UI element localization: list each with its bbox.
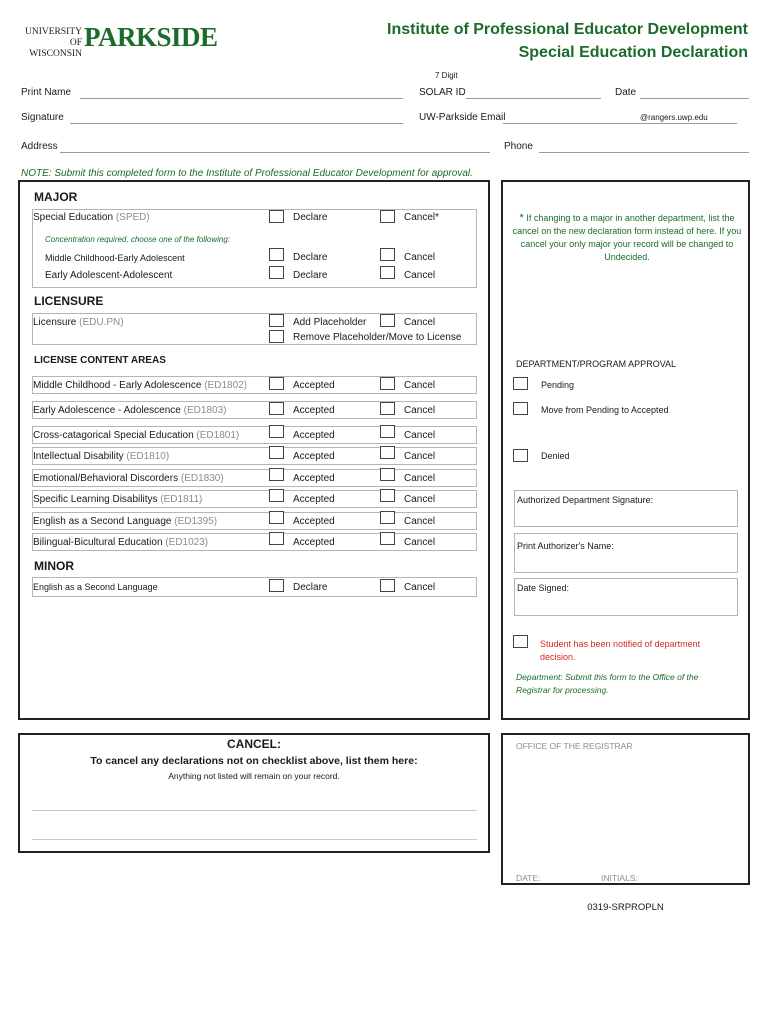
licensure-code: (EDU.PN) xyxy=(79,317,124,328)
authorized-signature-label: Authorized Department Signature: xyxy=(517,495,654,505)
licensure-remove-checkbox[interactable] xyxy=(269,330,284,343)
concentration-label: Early Adolescent-Adolescent xyxy=(45,270,173,281)
content-area-accept-checkbox[interactable] xyxy=(269,468,284,481)
date-signed-label: Date Signed: xyxy=(517,583,570,593)
date-signed-field[interactable] xyxy=(514,578,738,616)
registrar-date-label: DATE: xyxy=(516,873,541,883)
minor-declare-label: Declare xyxy=(293,582,328,593)
major-name: Special Education (SPED) xyxy=(33,212,150,223)
content-area-accept-checkbox[interactable] xyxy=(269,402,284,415)
licensure-remove-label: Remove Placeholder/Move to License xyxy=(293,332,462,343)
cancel-line-2[interactable] xyxy=(32,839,477,840)
concentration-label: Middle Childhood-Early Adolescent xyxy=(45,253,185,263)
major-cancel-checkbox[interactable] xyxy=(380,210,395,223)
approval-heading: DEPARTMENT/PROGRAM APPROVAL xyxy=(516,359,677,369)
content-area-label: Bilingual-Bicultural Education (ED1023) xyxy=(33,537,209,548)
content-area-accept-checkbox[interactable] xyxy=(269,511,284,524)
licensure-add-label: Add Placeholder xyxy=(293,317,367,328)
address-label: Address xyxy=(21,141,58,152)
cancel-subheading: To cancel any declarations not on checklist above, list them here: xyxy=(90,755,418,767)
content-area-accept-label: Accepted xyxy=(293,380,335,391)
minor-name: English as a Second Language xyxy=(33,582,158,592)
signature-field[interactable] xyxy=(70,123,403,124)
concentration-note: Concentration required, choose one of the following: xyxy=(45,235,231,244)
concentration-cancel-checkbox[interactable] xyxy=(380,266,395,279)
content-area-accept-label: Accepted xyxy=(293,537,335,548)
submission-note: NOTE: Submit this completed form to the Institute of Professional Educator Development for approval. xyxy=(21,168,473,179)
concentration-cancel-checkbox[interactable] xyxy=(380,248,395,261)
major-declare-label: Declare xyxy=(293,212,328,223)
content-area-cancel-checkbox[interactable] xyxy=(380,402,395,415)
minor-declare-checkbox[interactable] xyxy=(269,579,284,592)
licensure-name: Licensure (EDU.PN) xyxy=(33,317,124,328)
content-area-cancel-checkbox[interactable] xyxy=(380,489,395,502)
cancel-note: Anything not listed will remain on your record. xyxy=(168,771,340,781)
phone-field[interactable] xyxy=(539,152,749,153)
logo-name: PARKSIDE xyxy=(84,22,218,52)
date-field[interactable] xyxy=(640,98,749,99)
denied-checkbox[interactable] xyxy=(513,449,528,462)
content-areas-heading: LICENSE CONTENT AREAS xyxy=(34,355,166,366)
content-area-accept-checkbox[interactable] xyxy=(269,489,284,502)
pending-label: Pending xyxy=(541,380,575,390)
logo-line-2: WISCONSIN xyxy=(29,49,82,59)
concentration-declare-label: Declare xyxy=(293,270,328,281)
email-field[interactable] xyxy=(503,123,737,124)
content-area-cancel-label: Cancel xyxy=(404,537,436,548)
content-area-cancel-checkbox[interactable] xyxy=(380,468,395,481)
content-area-label: Specific Learning Disabilitys (ED1811) xyxy=(33,494,203,505)
cancel-line-1[interactable] xyxy=(32,810,477,811)
content-area-cancel-label: Cancel xyxy=(404,405,436,416)
logo-line-1: UNIVERSITY OF xyxy=(25,27,82,48)
university-logo xyxy=(18,22,218,59)
content-area-accept-label: Accepted xyxy=(293,405,335,416)
content-area-label: Intellectual Disability (ED1810) xyxy=(33,451,170,462)
licensure-add-checkbox[interactable] xyxy=(269,314,284,327)
solar-id-label: SOLAR ID xyxy=(419,87,466,98)
cancel-panel xyxy=(18,733,490,853)
cancel-warning-note: * If changing to a major in another department, list the cancel on the new declaration form instead of here. If you cancel your only major your record will be changed to Undecided. xyxy=(512,212,742,262)
move-to-accepted-checkbox[interactable] xyxy=(513,402,528,415)
move-to-accepted-label: Move from Pending to Accepted xyxy=(541,405,669,415)
content-area-cancel-checkbox[interactable] xyxy=(380,446,395,459)
licensure-cancel-label: Cancel xyxy=(404,317,436,328)
content-area-accept-label: Accepted xyxy=(293,430,335,441)
minor-heading: MINOR xyxy=(34,559,74,573)
major-cancel-label: Cancel* xyxy=(404,212,440,223)
department-submit-note: Department: Submit this form to the Office of the Registrar for processing. xyxy=(516,672,699,695)
signature-label: Signature xyxy=(21,112,64,123)
form-code: 0319-SRPROPLN xyxy=(587,902,664,913)
email-label: UW-Parkside Email xyxy=(419,112,506,123)
major-declare-checkbox[interactable] xyxy=(269,210,284,223)
content-area-cancel-label: Cancel xyxy=(404,451,436,462)
cancel-heading: CANCEL: xyxy=(227,737,281,751)
minor-cancel-checkbox[interactable] xyxy=(380,579,395,592)
seven-digit-label: 7 Digit xyxy=(435,71,458,80)
email-suffix: @rangers.uwp.edu xyxy=(640,113,708,122)
content-area-cancel-label: Cancel xyxy=(404,473,436,484)
print-name-label: Print Name xyxy=(21,87,72,98)
content-area-label: English as a Second Language (ED1395) xyxy=(33,516,218,527)
major-code: (SPED) xyxy=(115,212,150,223)
licensure-cancel-checkbox[interactable] xyxy=(380,314,395,327)
content-area-accept-label: Accepted xyxy=(293,494,335,505)
content-area-label: Cross-catagorical Special Education (ED1801) xyxy=(33,430,240,441)
content-area-accept-checkbox[interactable] xyxy=(269,425,284,438)
content-area-label: Emotional/Behavioral Discorders (ED1830) xyxy=(33,473,224,484)
authorizer-name-label: Print Authorizer's Name: xyxy=(517,541,614,551)
content-area-cancel-label: Cancel xyxy=(404,430,436,441)
address-field[interactable] xyxy=(60,152,490,153)
content-area-cancel-checkbox[interactable] xyxy=(380,532,395,545)
registrar-initials-label: INITIALS: xyxy=(601,873,638,883)
print-name-field[interactable] xyxy=(80,98,403,99)
authorized-signature-field[interactable] xyxy=(514,490,738,527)
title-line-1: Institute of Professional Educator Development xyxy=(387,21,748,38)
concentration-cancel-label: Cancel xyxy=(404,270,436,281)
content-area-cancel-label: Cancel xyxy=(404,494,436,505)
content-area-accept-checkbox[interactable] xyxy=(269,532,284,545)
licensure-heading: LICENSURE xyxy=(34,294,104,308)
authorizer-name-field[interactable] xyxy=(514,533,738,573)
content-area-cancel-label: Cancel xyxy=(404,516,436,527)
concentration-declare-label: Declare xyxy=(293,252,328,263)
date-label: Date xyxy=(615,87,637,98)
pending-checkbox[interactable] xyxy=(513,377,528,390)
content-area-accept-label: Accepted xyxy=(293,473,335,484)
denied-label: Denied xyxy=(541,451,570,461)
content-area-cancel-label: Cancel xyxy=(404,380,436,391)
content-area-label: Middle Childhood - Early Adolescence (ED1802) xyxy=(33,380,248,391)
concentration-declare-checkbox[interactable] xyxy=(269,248,284,261)
registrar-heading: OFFICE OF THE REGISTRAR xyxy=(516,741,633,751)
minor-cancel-label: Cancel xyxy=(404,582,436,593)
content-area-accept-label: Accepted xyxy=(293,516,335,527)
solar-id-field[interactable] xyxy=(466,98,601,99)
content-area-cancel-checkbox[interactable] xyxy=(380,425,395,438)
content-area-label: Early Adolescence - Adolescence (ED1803) xyxy=(33,405,227,416)
content-area-accept-checkbox[interactable] xyxy=(269,446,284,459)
title-line-2: Special Education Declaration xyxy=(518,44,748,61)
content-area-cancel-checkbox[interactable] xyxy=(380,377,395,390)
concentration-declare-checkbox[interactable] xyxy=(269,266,284,279)
concentration-cancel-label: Cancel xyxy=(404,252,436,263)
registrar-panel xyxy=(501,733,750,885)
phone-label: Phone xyxy=(504,141,533,152)
content-area-accept-label: Accepted xyxy=(293,451,335,462)
student-notified-checkbox[interactable] xyxy=(513,635,528,648)
content-area-cancel-checkbox[interactable] xyxy=(380,511,395,524)
content-area-accept-checkbox[interactable] xyxy=(269,377,284,390)
major-heading: MAJOR xyxy=(34,190,78,204)
student-notified-label: Student has been notified of department decision. xyxy=(540,639,701,662)
